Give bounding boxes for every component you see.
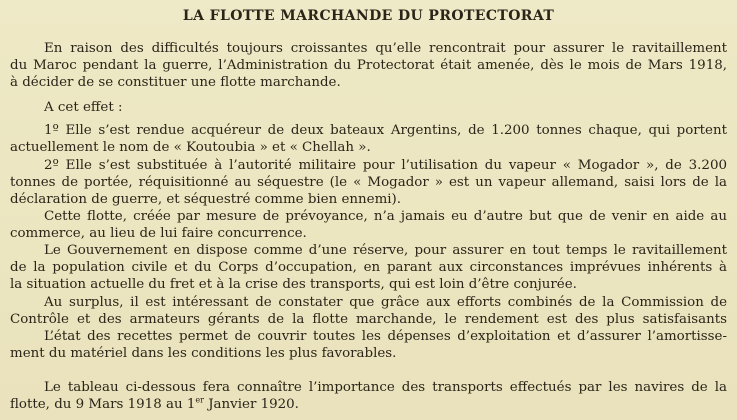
- paragraph-4-line-2: de la population civile et du Corps d’occupation, en parant aux circonstances imprévues inhérents à: [10, 260, 727, 275]
- item-2-line-3: déclaration de guerre, et séquestré comme bien ennemi).: [10, 192, 402, 207]
- item-1-line-1: 1º Elle s’est rendue acquéreur de deux bateaux Argentins, de 1.200 tonnes chaque, qui portent: [44, 123, 727, 138]
- paragraph-1-line-1: En raison des difficultés toujours croissantes qu’elle rencontrait pour assurer le ravitaillement: [44, 41, 727, 56]
- item-2-line-2: tonnes de portée, réquisitionné au séquestre (le « Mogador » est un vapeur allemand, saisi lors de la: [10, 175, 727, 190]
- paragraph-4-line-3: la situation actuelle du fret et à la crise des transports, qui est loin d’être conjurée.: [10, 277, 577, 292]
- paragraph-7-text-start: flotte, du 9 Mars 1918 au 1: [10, 397, 196, 412]
- paragraph-6-line-2: ment du matériel dans les conditions les plus favorables.: [10, 346, 397, 361]
- paragraph-1-line-3: à décider de se constituer une flotte marchande.: [10, 75, 341, 90]
- paragraph-1-line-2: du Maroc pendant la guerre, l’Administration du Protectorat était amenée, dès le mois de Mars 1918,: [10, 58, 727, 73]
- paragraph-3-line-2: commerce, au lieu de lui faire concurrence.: [10, 226, 307, 241]
- paragraph-2-line-1: A cet effet :: [44, 100, 123, 115]
- ordinal-superscript: er: [195, 395, 204, 405]
- item-2-line-1: 2º Elle s’est substituée à l’autorité militaire pour l’utilisation du vapeur « Mogador », de 3.200: [44, 158, 727, 173]
- page-title: LA FLOTTE MARCHANDE DU PROTECTORAT: [182, 8, 555, 24]
- paragraph-4-line-1: Le Gouvernement en dispose comme d’une réserve, pour assurer en tout temps le ravitaillement: [44, 243, 727, 258]
- paragraph-5-line-1: Au surplus, il est intéressant de constater que grâce aux efforts combinés de la Commission de: [44, 295, 727, 310]
- paragraph-7-text-end: Janvier 1920.: [203, 397, 299, 412]
- paragraph-6-line-1: L’état des recettes permet de couvrir toutes les dépenses d’exploitation et d’assurer l’amortisse-: [44, 329, 727, 344]
- paragraph-3-line-1: Cette flotte, créée par mesure de prévoyance, n’a jamais eu d’autre but que de venir en aide au: [44, 209, 727, 224]
- paragraph-7-line-1: Le tableau ci-dessous fera connaître l’importance des transports effectués par les navires de la: [44, 380, 727, 395]
- item-1-line-2: actuellement le nom de « Koutoubia » et « Chellah ».: [10, 140, 371, 155]
- paragraph-7-line-2: [10, 396, 299, 413]
- paragraph-5-line-2: Contrôle et des armateurs gérants de la flotte marchande, le rendement est des plus satisfaisants: [10, 312, 727, 327]
